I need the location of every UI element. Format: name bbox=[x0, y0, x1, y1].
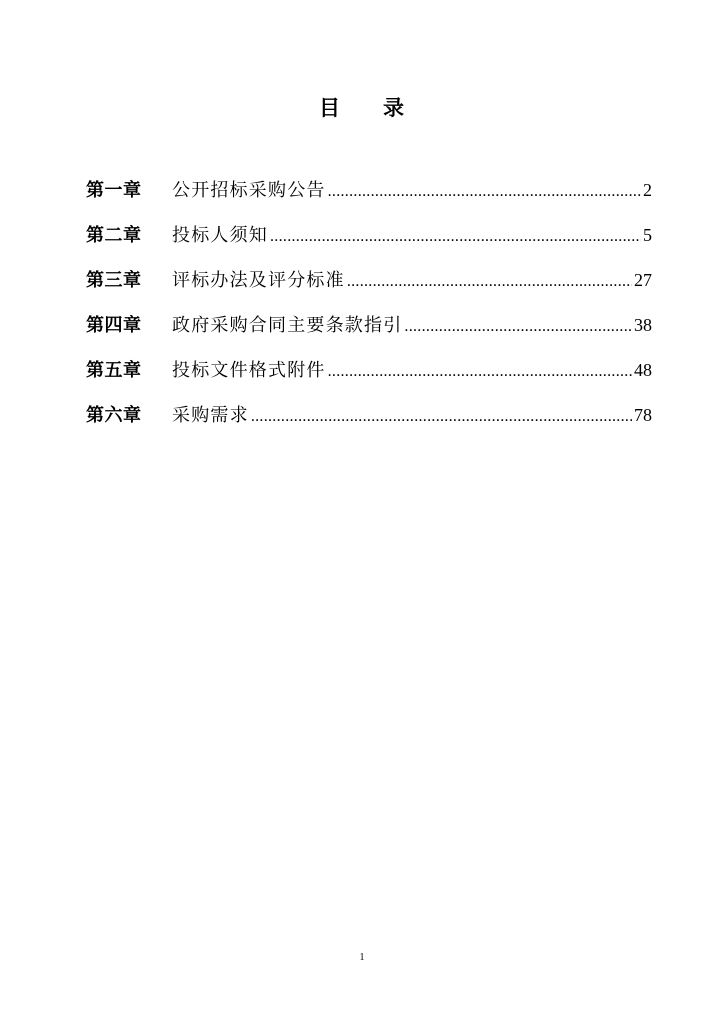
toc-title-char-1: 目 bbox=[319, 96, 341, 120]
table-of-contents bbox=[86, 176, 652, 446]
chapter-title: 采购需求 bbox=[172, 405, 249, 426]
page-number: 48 bbox=[634, 360, 652, 380]
dot-leader bbox=[251, 408, 632, 426]
chapter-title: 政府采购合同主要条款指引 bbox=[172, 315, 403, 336]
toc-entry-5[interactable] bbox=[86, 356, 652, 401]
toc-title bbox=[0, 92, 724, 122]
chapter-title: 评标办法及评分标准 bbox=[172, 270, 345, 291]
page-number: 38 bbox=[634, 315, 652, 335]
toc-entry-6[interactable] bbox=[86, 401, 652, 446]
toc-entry-2[interactable] bbox=[86, 221, 652, 266]
toc-title-char-2: 录 bbox=[383, 96, 405, 120]
dot-leader bbox=[347, 273, 632, 291]
toc-entry-4[interactable] bbox=[86, 311, 652, 356]
page-number: 27 bbox=[634, 270, 652, 290]
dot-leader bbox=[328, 363, 632, 381]
chapter-label: 第四章 bbox=[86, 315, 142, 336]
dot-leader bbox=[328, 183, 641, 201]
chapter-title: 公开招标采购公告 bbox=[172, 180, 326, 201]
page-number: 5 bbox=[643, 225, 652, 245]
chapter-title: 投标人须知 bbox=[172, 225, 268, 246]
chapter-label: 第三章 bbox=[86, 270, 142, 291]
chapter-label: 第五章 bbox=[86, 360, 142, 381]
chapter-label: 第一章 bbox=[86, 180, 142, 201]
toc-entry-3[interactable] bbox=[86, 266, 652, 311]
dot-leader bbox=[404, 318, 632, 336]
footer-page-number: 1 bbox=[359, 952, 365, 963]
page-number: 78 bbox=[634, 405, 652, 425]
toc-entry-1[interactable] bbox=[86, 176, 652, 221]
chapter-title: 投标文件格式附件 bbox=[172, 360, 326, 381]
chapter-label: 第二章 bbox=[86, 225, 142, 246]
dot-leader bbox=[270, 228, 641, 246]
page-number: 2 bbox=[643, 180, 652, 200]
chapter-label: 第六章 bbox=[86, 405, 142, 426]
